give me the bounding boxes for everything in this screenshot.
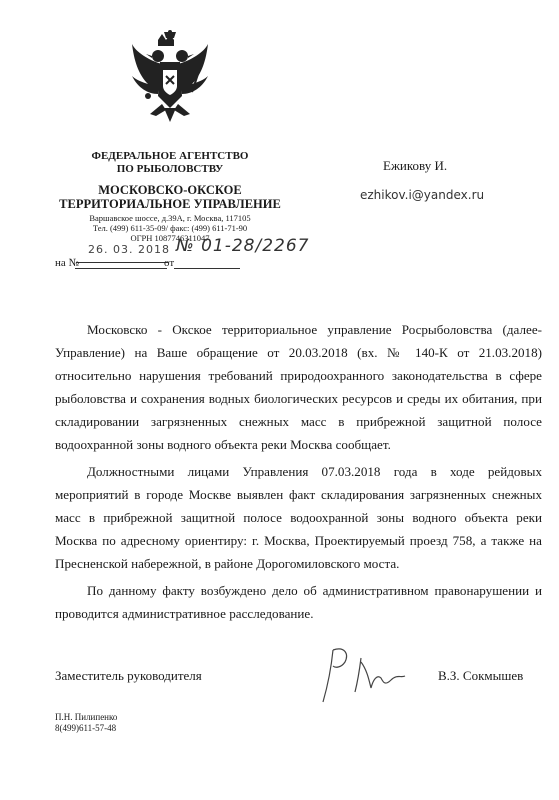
body-paragraph-3: По данному факту возбуждено дело об административном правонарушении и проводится административное расследование.	[55, 583, 542, 621]
performer-phone: 8(499)611-57-48	[55, 723, 117, 733]
letter-body	[55, 318, 542, 629]
emblem-icon	[128, 30, 212, 130]
sender-phones: Тел. (499) 611-35-09/ факс: (499) 611-71-90	[92, 223, 248, 233]
registration-date: 26. 03. 2018	[88, 243, 170, 256]
body-paragraph-1: Московско - Окское территориальное управление Росрыболовства (далее- Управление) на Ваше обращение от 20.03.2018 (вх. № 140-К от 21.03.2018) относительно нарушения требований природоохранного законодательства в сфере рыболовства и сохранения водных биологических ресурсов и среды их обитания, при складировании загрязненных снежных масс в прибрежной защитной полосе водоохранной зоны водного объекта реки Москва сообщает.	[55, 322, 542, 452]
agency-name-line2: ПО РЫБОЛОВСТВУ	[116, 163, 224, 175]
signer-title: Заместитель руководителя	[55, 668, 202, 683]
recipient-email: ezhikov.i@yandex.ru	[360, 188, 485, 202]
registration-number: № 01-28/2267	[176, 236, 310, 256]
reference-number-label: на №	[55, 257, 80, 269]
sender-ogrn: ОГРН 1087746311047	[130, 233, 210, 243]
handwritten-signature	[305, 640, 415, 710]
reference-date-label: от	[164, 257, 175, 269]
signer-name: В.З. Сокмышев	[438, 668, 524, 683]
department-name-line1: МОСКОВСКО-ОКСКОЕ	[98, 183, 242, 197]
performer-name: П.Н. Пилипенко	[55, 712, 118, 722]
body-paragraph-2: Должностными лицами Управления 07.03.2018 года в ходе рейдовых мероприятий в городе Москве выявлен факт складирования загрязненных снежных масс в прибрежной защитной полосе водоохранной зоны водного объекта реки Москва по адресному ориентиру: г. Москва, Проектируемый проезд 758, а также на Пресненской набережной, в районе Дорогомиловского моста.	[55, 464, 542, 571]
department-name-line2: ТЕРРИТОРИАЛЬНОЕ УПРАВЛЕНИЕ	[59, 197, 281, 211]
sender-address: Варшавское шоссе, д.39А, г. Москва, 117105	[89, 213, 251, 223]
reference-date-line	[174, 268, 240, 269]
recipient-name: Ежикову И.	[383, 158, 448, 173]
reference-number-line	[75, 268, 167, 269]
agency-name-line1: ФЕДЕРАЛЬНОЕ АГЕНТСТВО	[91, 150, 249, 162]
